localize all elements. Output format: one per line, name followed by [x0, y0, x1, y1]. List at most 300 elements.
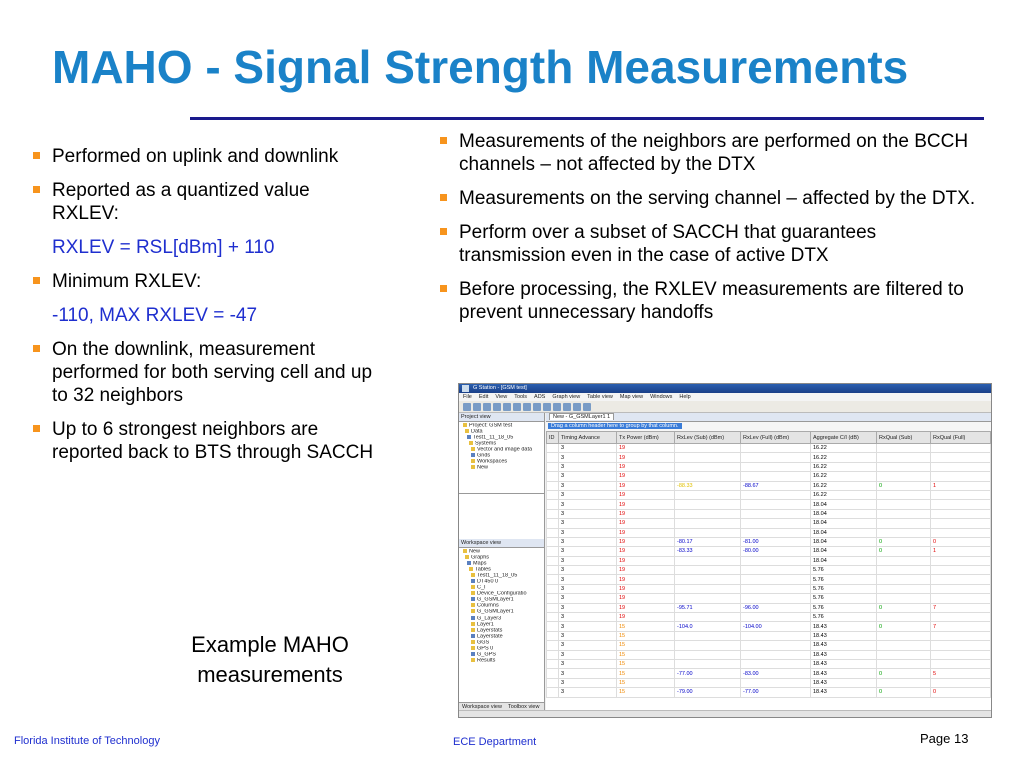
table-cell — [741, 462, 811, 471]
open-icon[interactable] — [473, 403, 481, 411]
tree-node-label: Layer1 — [477, 621, 494, 628]
table-cell — [877, 528, 931, 537]
tree-node-label: Graphs — [471, 555, 490, 561]
formula-text: RXLEV = RSL[dBm] + 110 — [52, 237, 275, 258]
column-header[interactable]: RxLev (Sub) (dBm) — [675, 432, 741, 444]
table-cell: 18.43 — [811, 622, 877, 631]
tree-node-label: GGS — [477, 639, 490, 646]
menu-bar — [459, 393, 991, 401]
table-cell: 3 — [559, 575, 617, 584]
table-cell — [931, 566, 991, 575]
table-cell: 3 — [559, 650, 617, 659]
table-cell: 3 — [559, 453, 617, 462]
table-cell: 15 — [617, 622, 675, 631]
bullet-item: Minimum RXLEV: — [30, 270, 380, 293]
cut-icon[interactable] — [503, 403, 511, 411]
table-cell — [675, 566, 741, 575]
toolbar — [459, 401, 991, 413]
table-cell — [741, 509, 811, 518]
table-cell: 0 — [931, 537, 991, 546]
table-cell: 16.22 — [811, 472, 877, 481]
table-cell — [877, 575, 931, 584]
table-cell: 18.43 — [811, 659, 877, 668]
table-row[interactable] — [547, 650, 991, 659]
table-row[interactable] — [547, 566, 991, 575]
folder-icon — [471, 597, 475, 601]
left-bullet-list — [30, 145, 380, 475]
table-cell — [877, 659, 931, 668]
menu-item[interactable]: Tools — [514, 394, 528, 400]
project-pane-header: Project view — [459, 413, 544, 422]
play-icon[interactable] — [573, 403, 581, 411]
tree-node-label: G_Layer3 — [477, 615, 502, 621]
map-icon[interactable] — [543, 403, 551, 411]
table-cell — [547, 547, 559, 556]
tree-node[interactable] — [463, 658, 544, 664]
table-cell — [547, 650, 559, 659]
stop-icon[interactable] — [583, 403, 591, 411]
table-cell — [931, 650, 991, 659]
table-cell: 0 — [877, 547, 931, 556]
column-header[interactable]: Tx Power (dBm) — [617, 432, 675, 444]
project-tree — [459, 422, 544, 494]
column-header[interactable]: RxLev (Full) (dBm) — [741, 432, 811, 444]
table-cell — [547, 622, 559, 631]
table-row[interactable] — [547, 490, 991, 499]
folder-icon — [471, 609, 475, 613]
table-cell — [547, 462, 559, 471]
table-cell: 19 — [617, 462, 675, 471]
table-cell: 18.43 — [811, 631, 877, 640]
table-cell — [547, 603, 559, 612]
folder-icon — [471, 579, 475, 583]
folder-icon — [471, 652, 475, 656]
menu-item[interactable]: Windows — [650, 394, 673, 400]
table-cell: 3 — [559, 603, 617, 612]
table-cell: 19 — [617, 603, 675, 612]
tree-node-label: Maps — [473, 561, 487, 567]
print-icon[interactable] — [493, 403, 501, 411]
table-row[interactable] — [547, 509, 991, 518]
table-cell: -81.00 — [741, 537, 811, 546]
table-cell — [931, 528, 991, 537]
table-cell: 3 — [559, 594, 617, 603]
copy-icon[interactable] — [513, 403, 521, 411]
bullet-item: Up to 6 strongest neighbors are reported back to BTS through SACCH — [30, 418, 380, 464]
table-cell: 3 — [559, 584, 617, 593]
table-cell — [675, 584, 741, 593]
table-cell — [741, 556, 811, 565]
paste-icon[interactable] — [523, 403, 531, 411]
folder-icon — [471, 465, 475, 469]
tab-gsm-layer1[interactable]: New - G_GSMLayer1 1 — [549, 413, 614, 420]
table-cell: 3 — [559, 659, 617, 668]
tree-node-label: Systems — [475, 441, 497, 447]
table-cell: 0 — [931, 688, 991, 697]
table-cell: 19 — [617, 547, 675, 556]
table-row[interactable] — [547, 688, 991, 697]
table-cell — [547, 556, 559, 565]
bullet-item: Reported as a quantized value RXLEV: — [30, 179, 380, 225]
table-cell: 15 — [617, 688, 675, 697]
table-cell — [675, 462, 741, 471]
table-cell: -83.00 — [741, 669, 811, 678]
table-cell — [741, 472, 811, 481]
table-cell — [741, 444, 811, 453]
maho-screenshot — [458, 383, 992, 718]
table-cell — [741, 631, 811, 640]
table-cell — [547, 566, 559, 575]
table-cell — [877, 641, 931, 650]
table-cell — [547, 444, 559, 453]
table-cell — [547, 669, 559, 678]
table-cell — [741, 659, 811, 668]
bullet-item: Measurements on the serving channel – affected by the DTX. — [437, 187, 977, 210]
table-cell — [931, 584, 991, 593]
bullet-item: On the downlink, measurement performed for both serving cell and up to 32 neighbors — [30, 338, 380, 407]
menu-item[interactable]: File — [463, 394, 472, 400]
table-cell — [741, 650, 811, 659]
table-cell: 5.76 — [811, 575, 877, 584]
window-title-bar — [459, 384, 991, 393]
table-row[interactable] — [547, 575, 991, 584]
table-cell — [877, 472, 931, 481]
table-cell: 3 — [559, 500, 617, 509]
table-cell: 15 — [617, 641, 675, 650]
table-cell: 3 — [559, 669, 617, 678]
table-cell — [547, 659, 559, 668]
measurement-table — [546, 431, 991, 698]
tree-node-label: Workspaces — [477, 459, 508, 465]
table-row[interactable] — [547, 613, 991, 622]
table-cell — [547, 453, 559, 462]
table-cell: 3 — [559, 613, 617, 622]
table-cell — [741, 584, 811, 593]
table-cell — [931, 659, 991, 668]
table-cell — [931, 453, 991, 462]
table-cell — [741, 490, 811, 499]
table-row[interactable] — [547, 537, 991, 546]
table-cell — [547, 509, 559, 518]
folder-icon — [471, 453, 475, 457]
bullet-item: Before processing, the RXLEV measurements are filtered to prevent unnecessary handoffs — [437, 278, 977, 324]
bottom-tab[interactable]: Workspace view — [462, 704, 502, 710]
tree-node-label: New — [477, 465, 489, 471]
menu-item[interactable]: ADS — [534, 394, 546, 400]
table-row[interactable] — [547, 500, 991, 509]
table-cell: 3 — [559, 688, 617, 697]
column-header[interactable]: Aggregate C/I (dB) — [811, 432, 877, 444]
table-cell — [547, 472, 559, 481]
table-row[interactable] — [547, 594, 991, 603]
table-cell — [675, 678, 741, 687]
caption-line: Example MAHO — [191, 632, 349, 657]
table-row[interactable] — [547, 528, 991, 537]
table-cell: 3 — [559, 444, 617, 453]
table-cell — [877, 594, 931, 603]
table-cell: 5.76 — [811, 584, 877, 593]
table-row[interactable] — [547, 481, 991, 490]
table-cell — [547, 537, 559, 546]
right-bullet-list — [437, 130, 977, 335]
table-cell: 3 — [559, 678, 617, 687]
table-cell — [931, 444, 991, 453]
tree-node-label: Test1_11_18_05 — [477, 573, 518, 579]
menu-item[interactable]: Help — [679, 394, 691, 400]
tree-node-label: Device_Configuratio — [477, 591, 527, 597]
table-cell: 15 — [617, 631, 675, 640]
table-cell: 19 — [617, 490, 675, 499]
table-cell: 18.04 — [811, 500, 877, 509]
table-cell — [741, 575, 811, 584]
table-cell: 19 — [617, 575, 675, 584]
table-cell — [547, 688, 559, 697]
table-cell — [877, 566, 931, 575]
table-cell: 18.04 — [811, 547, 877, 556]
table-cell — [547, 575, 559, 584]
table-cell: 18.43 — [811, 678, 877, 687]
folder-icon — [471, 622, 475, 626]
table-cell — [741, 678, 811, 687]
table-cell — [931, 519, 991, 528]
table-row[interactable] — [547, 556, 991, 565]
table-cell: 7 — [931, 622, 991, 631]
folder-icon — [471, 634, 475, 638]
table-cell: 5.76 — [811, 594, 877, 603]
table-cell — [675, 659, 741, 668]
table-cell: 5.76 — [811, 566, 877, 575]
table-cell — [741, 453, 811, 462]
table-cell — [931, 472, 991, 481]
table-cell — [931, 500, 991, 509]
menu-item[interactable]: Map view — [619, 394, 644, 400]
group-hint-text: Drag a column header here to group by that column. — [548, 423, 682, 429]
table-cell: 19 — [617, 500, 675, 509]
table-cell: 19 — [617, 453, 675, 462]
save-icon[interactable] — [483, 403, 491, 411]
table-cell: 15 — [617, 659, 675, 668]
table-icon[interactable] — [553, 403, 561, 411]
table-cell: 0 — [877, 688, 931, 697]
table-cell — [931, 594, 991, 603]
table-row[interactable] — [547, 519, 991, 528]
table-cell — [675, 519, 741, 528]
table-cell: 3 — [559, 481, 617, 490]
table-cell — [741, 641, 811, 650]
table-cell: -88.33 — [675, 481, 741, 490]
table-cell: -80.00 — [741, 547, 811, 556]
table-cell: 19 — [617, 566, 675, 575]
table-cell — [547, 490, 559, 499]
table-view — [546, 413, 991, 711]
table-cell: -104.00 — [741, 622, 811, 631]
table-cell — [675, 528, 741, 537]
table-row[interactable] — [547, 622, 991, 631]
table-cell — [931, 575, 991, 584]
tree-node-label: New — [469, 549, 481, 555]
table-cell: 3 — [559, 462, 617, 471]
table-cell: 16.22 — [811, 481, 877, 490]
table-row[interactable] — [547, 444, 991, 453]
table-cell — [547, 584, 559, 593]
tree-node-label: Layerstate — [477, 633, 503, 640]
table-cell: 3 — [559, 631, 617, 640]
tree-node-label: G_GPS — [477, 651, 496, 658]
tree-node-label: C_I — [477, 585, 486, 591]
table-cell: 0 — [877, 481, 931, 490]
table-cell: 15 — [617, 678, 675, 687]
table-row[interactable] — [547, 678, 991, 687]
table-cell — [931, 490, 991, 499]
table-cell: 19 — [617, 594, 675, 603]
workspace-pane-header: Workspace view — [459, 539, 544, 548]
table-cell: -83.33 — [675, 547, 741, 556]
group-by-hint[interactable] — [546, 422, 991, 431]
tree-node-label: Results — [477, 657, 496, 664]
table-row[interactable] — [547, 584, 991, 593]
table-cell: 19 — [617, 556, 675, 565]
table-cell — [877, 678, 931, 687]
menu-item[interactable]: Graph view — [552, 394, 581, 400]
table-cell — [675, 631, 741, 640]
column-header[interactable]: RxQual (Full) — [931, 432, 991, 444]
table-cell: -80.17 — [675, 537, 741, 546]
table-row[interactable] — [547, 641, 991, 650]
table-cell — [931, 613, 991, 622]
table-cell — [547, 500, 559, 509]
table-cell: 19 — [617, 444, 675, 453]
app-icon — [462, 385, 469, 392]
folder-icon — [471, 646, 475, 650]
menu-item[interactable]: Edit — [478, 394, 489, 400]
table-row[interactable] — [547, 462, 991, 471]
folder-icon — [467, 435, 471, 439]
table-cell — [741, 519, 811, 528]
table-cell — [931, 462, 991, 471]
table-cell: 16.22 — [811, 453, 877, 462]
table-cell: 18.04 — [811, 509, 877, 518]
table-cell — [675, 556, 741, 565]
tree-node[interactable] — [463, 465, 544, 471]
table-cell — [741, 594, 811, 603]
table-cell: 19 — [617, 509, 675, 518]
table-cell: 18.04 — [811, 556, 877, 565]
table-cell — [877, 509, 931, 518]
table-cell — [547, 519, 559, 528]
table-cell: -79.00 — [675, 688, 741, 697]
table-cell: 18.43 — [811, 650, 877, 659]
table-cell: 0 — [877, 537, 931, 546]
tree-node-label: Project: GSM test — [469, 423, 513, 429]
table-row[interactable] — [547, 669, 991, 678]
table-cell — [877, 584, 931, 593]
column-header[interactable]: Timing Advance — [559, 432, 617, 444]
table-row[interactable] — [547, 472, 991, 481]
column-header[interactable]: RxQual (Sub) — [877, 432, 931, 444]
table-cell: 19 — [617, 481, 675, 490]
folder-icon — [467, 561, 471, 565]
table-cell: 3 — [559, 509, 617, 518]
folder-icon — [471, 658, 475, 662]
table-cell: 3 — [559, 537, 617, 546]
table-cell: -77.00 — [741, 688, 811, 697]
workspace-tree — [459, 548, 544, 664]
bottom-tab[interactable]: Toolbox view — [507, 704, 540, 710]
slide-title: MAHO - Signal Strength Measurements — [52, 41, 909, 93]
tree-node-label: GPS 0 — [477, 645, 494, 652]
table-cell — [877, 519, 931, 528]
folder-icon — [463, 549, 467, 553]
table-row[interactable] — [547, 547, 991, 556]
table-cell — [877, 650, 931, 659]
table-cell — [741, 566, 811, 575]
column-header[interactable]: ID — [547, 432, 559, 444]
table-cell: 16.22 — [811, 444, 877, 453]
table-cell: 0 — [877, 622, 931, 631]
table-cell — [675, 575, 741, 584]
folder-icon — [471, 459, 475, 463]
table-cell: 3 — [559, 490, 617, 499]
title-underline — [190, 117, 984, 120]
table-cell — [675, 500, 741, 509]
chart-icon[interactable] — [533, 403, 541, 411]
table-row[interactable] — [547, 659, 991, 668]
document-tabs — [546, 413, 991, 422]
folder-icon — [471, 447, 475, 451]
folder-icon — [463, 423, 467, 427]
menu-item[interactable]: Table view — [587, 394, 613, 400]
caption-line: measurements — [197, 662, 343, 687]
new-icon[interactable] — [463, 403, 471, 411]
table-cell: 18.04 — [811, 528, 877, 537]
table-row[interactable] — [547, 603, 991, 612]
footer-department: ECE Department — [453, 736, 537, 748]
table-cell — [547, 641, 559, 650]
table-cell: 18.04 — [811, 537, 877, 546]
table-row[interactable] — [547, 453, 991, 462]
bullet-item: Measurements of the neighbors are performed on the BCCH channels – not affected by the DTX — [437, 130, 977, 176]
table-cell — [547, 481, 559, 490]
formula-text: -110, MAX RXLEV = -47 — [52, 305, 258, 326]
tree-node-label: Data — [471, 429, 483, 435]
table-cell — [877, 556, 931, 565]
tree-node-label: G_GSMLayer1 — [477, 609, 514, 615]
table-cell — [877, 453, 931, 462]
table-cell: 5.76 — [811, 613, 877, 622]
left-pane — [459, 413, 545, 711]
table-row[interactable] — [547, 631, 991, 640]
table-cell — [675, 613, 741, 622]
table-cell — [675, 453, 741, 462]
tree-node-label: DT450 0 — [477, 579, 499, 585]
tree-node-label: Tables — [475, 567, 491, 573]
table-cell: 3 — [559, 528, 617, 537]
table-cell: 3 — [559, 566, 617, 575]
table-cell — [877, 613, 931, 622]
table-cell — [547, 594, 559, 603]
globe-icon[interactable] — [563, 403, 571, 411]
table-cell: 18.04 — [811, 519, 877, 528]
table-cell: 15 — [617, 650, 675, 659]
page-number: Page 13 — [920, 731, 969, 746]
menu-item[interactable]: View — [495, 394, 508, 400]
folder-icon — [465, 555, 469, 559]
folder-icon — [471, 573, 475, 577]
table-cell: 1 — [931, 481, 991, 490]
folder-icon — [469, 441, 473, 445]
table-cell — [741, 528, 811, 537]
folder-icon — [471, 603, 475, 607]
